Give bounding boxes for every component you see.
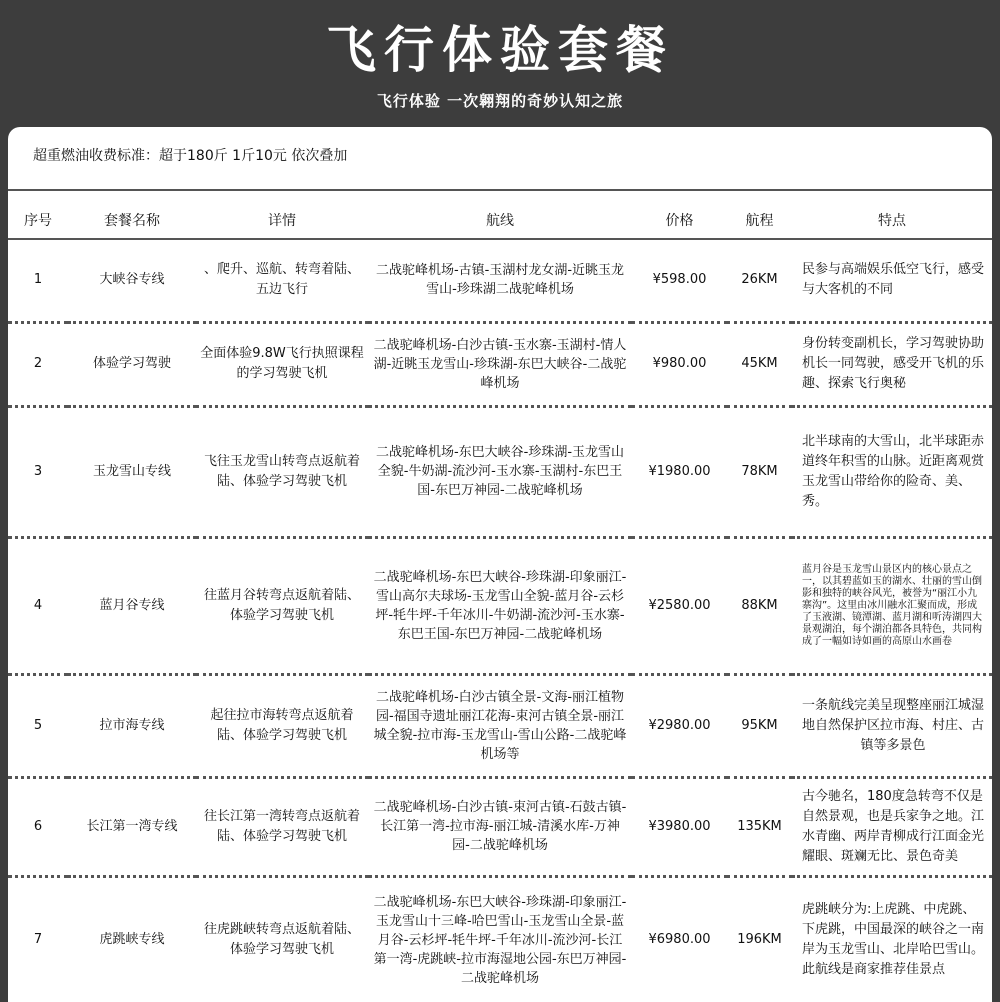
row-name: 玉龙雪山专线 bbox=[68, 406, 196, 537]
row-price: ¥6980.00 bbox=[632, 876, 727, 1002]
table-row bbox=[8, 777, 992, 876]
row-distance: 135KM bbox=[727, 777, 792, 876]
row-feature: 蓝月谷是玉龙雪山景区内的核心景点之一，以其碧蓝如玉的湖水、壮丽的雪山倒影和独特的峡谷风光，被誉为“丽江小九寨沟”。这里由冰川融水汇聚而成，形成了玉液湖、镜潭湖、蓝月湖和听涛湖四大景观湖泊，每个湖泊都各具特色，共同构成了一幅如诗如画的高原山水画卷 bbox=[792, 537, 992, 674]
column-header-no: 序号 bbox=[8, 201, 68, 239]
page-title: 飞行体验套餐 bbox=[326, 21, 674, 79]
row-feature: 古今驰名，180度急转弯不仅是自然景观，也是兵家争之地。江水青幽、两岸青柳成行江面金光耀眼、斑斓无比、景色奇美 bbox=[792, 777, 992, 876]
row-no: 7 bbox=[8, 876, 68, 1002]
package-table bbox=[8, 201, 992, 1002]
row-route: 二战驼峰机场-东巴大峡谷-珍珠湖-玉龙雪山全貌-牛奶湖-流沙河-玉水寨-玉湖村-东巴王国-东巴万神园-二战驼峰机场 bbox=[368, 406, 632, 537]
column-header-route: 航线 bbox=[368, 201, 632, 239]
row-route: 二战驼峰机场-白沙古镇-束河古镇-石鼓古镇-长江第一湾-拉市海-丽江城-清溪水库-万神园-二战驼峰机场 bbox=[368, 777, 632, 876]
row-no: 6 bbox=[8, 777, 68, 876]
table-row bbox=[8, 322, 992, 406]
page-header bbox=[0, 0, 1000, 125]
row-name: 体验学习驾驶 bbox=[68, 322, 196, 406]
row-price: ¥2980.00 bbox=[632, 674, 727, 777]
table-row bbox=[8, 876, 992, 1002]
row-distance: 78KM bbox=[727, 406, 792, 537]
row-route: 二战驼峰机场-白沙古镇全景-文海-丽江植物园-福国寺遗址丽江花海-束河古镇全景-丽江城全貌-拉市海-玉龙雪山-雪山公路-二战驼峰机场等 bbox=[368, 674, 632, 777]
row-price: ¥2580.00 bbox=[632, 537, 727, 674]
row-detail: 往蓝月谷转弯点返航着陆、体验学习驾驶飞机 bbox=[196, 537, 368, 674]
row-detail: 起往拉市海转弯点返航着陆、体验学习驾驶飞机 bbox=[196, 674, 368, 777]
row-feature: 一条航线完美呈现整座丽江城湿地自然保护区拉市海、村庄、古镇等多景色 bbox=[792, 674, 992, 777]
column-header-name: 套餐名称 bbox=[68, 201, 196, 239]
table-row bbox=[8, 406, 992, 537]
row-distance: 196KM bbox=[727, 876, 792, 1002]
row-feature: 身份转变副机长，学习驾驶协助机长一同驾驶，感受开飞机的乐趣、探索飞行奥秘 bbox=[792, 322, 992, 406]
row-no: 3 bbox=[8, 406, 68, 537]
row-name: 拉市海专线 bbox=[68, 674, 196, 777]
table-row bbox=[8, 239, 992, 322]
divider bbox=[8, 189, 992, 191]
row-distance: 45KM bbox=[727, 322, 792, 406]
row-feature: 虎跳峡分为:上虎跳、中虎跳、下虎跳，中国最深的峡谷之一南岸为玉龙雪山、北岸哈巴雪山。此航线是商家推荐佳景点 bbox=[792, 876, 992, 1002]
row-no: 5 bbox=[8, 674, 68, 777]
column-header-distance: 航程 bbox=[727, 201, 792, 239]
row-distance: 88KM bbox=[727, 537, 792, 674]
table-row bbox=[8, 537, 992, 674]
table-row bbox=[8, 674, 992, 777]
page-subtitle: 飞行体验 一次翱翔的奇妙认知之旅 bbox=[376, 92, 624, 110]
column-header-price: 价格 bbox=[632, 201, 727, 239]
row-route: 二战驼峰机场-古镇-玉湖村龙女湖-近眺玉龙雪山-珍珠湖二战驼峰机场 bbox=[368, 239, 632, 322]
row-route: 二战驼峰机场-白沙古镇-玉水寨-玉湖村-情人湖-近眺玉龙雪山-珍珠湖-东巴大峡谷-二战驼峰机场 bbox=[368, 322, 632, 406]
surcharge-note: 超重燃油收费标准：超于180斤 1斤10元 依次叠加 bbox=[33, 148, 348, 164]
row-no: 2 bbox=[8, 322, 68, 406]
row-route: 二战驼峰机场-东巴大峡谷-珍珠湖-印象丽江-雪山高尔夫球场-玉龙雪山全貌-蓝月谷-云杉坪-牦牛坪-千年冰川-牛奶湖-流沙河-玉水寨-东巴王国-东巴万神园-二战驼峰机场 bbox=[368, 537, 632, 674]
row-name: 虎跳峡专线 bbox=[68, 876, 196, 1002]
row-feature: 北半球南的大雪山，北半球距赤道终年积雪的山脉。近距离观赏玉龙雪山带给你的险奇、美、秀。 bbox=[792, 406, 992, 537]
row-detail: 、爬升、巡航、转弯着陆、五边飞行 bbox=[196, 239, 368, 322]
row-distance: 26KM bbox=[727, 239, 792, 322]
content-panel bbox=[8, 127, 992, 1002]
row-feature: 民参与高端娱乐低空飞行，感受与大客机的不同 bbox=[792, 239, 992, 322]
row-distance: 95KM bbox=[727, 674, 792, 777]
row-price: ¥980.00 bbox=[632, 322, 727, 406]
row-price: ¥1980.00 bbox=[632, 406, 727, 537]
table-header-row bbox=[8, 201, 992, 239]
row-detail: 往虎跳峡转弯点返航着陆、体验学习驾驶飞机 bbox=[196, 876, 368, 1002]
row-no: 1 bbox=[8, 239, 68, 322]
column-header-feature: 特点 bbox=[792, 201, 992, 239]
row-price: ¥3980.00 bbox=[632, 777, 727, 876]
row-name: 大峡谷专线 bbox=[68, 239, 196, 322]
row-detail: 往长江第一湾转弯点返航着陆、体验学习驾驶飞机 bbox=[196, 777, 368, 876]
row-no: 4 bbox=[8, 537, 68, 674]
row-detail: 全面体验9.8W飞行执照课程的学习驾驶飞机 bbox=[196, 322, 368, 406]
row-name: 长江第一湾专线 bbox=[68, 777, 196, 876]
row-name: 蓝月谷专线 bbox=[68, 537, 196, 674]
column-header-detail: 详情 bbox=[196, 201, 368, 239]
row-route: 二战驼峰机场-东巴大峡谷-珍珠湖-印象丽江-玉龙雪山十三峰-哈巴雪山-玉龙雪山全景-蓝月谷-云杉坪-牦牛坪-千年冰川-流沙河-长江第一湾-虎跳峡-拉市海湿地公园-东巴万神园-二战驼峰机场 bbox=[368, 876, 632, 1002]
row-detail: 飞往玉龙雪山转弯点返航着陆、体验学习驾驶飞机 bbox=[196, 406, 368, 537]
row-price: ¥598.00 bbox=[632, 239, 727, 322]
